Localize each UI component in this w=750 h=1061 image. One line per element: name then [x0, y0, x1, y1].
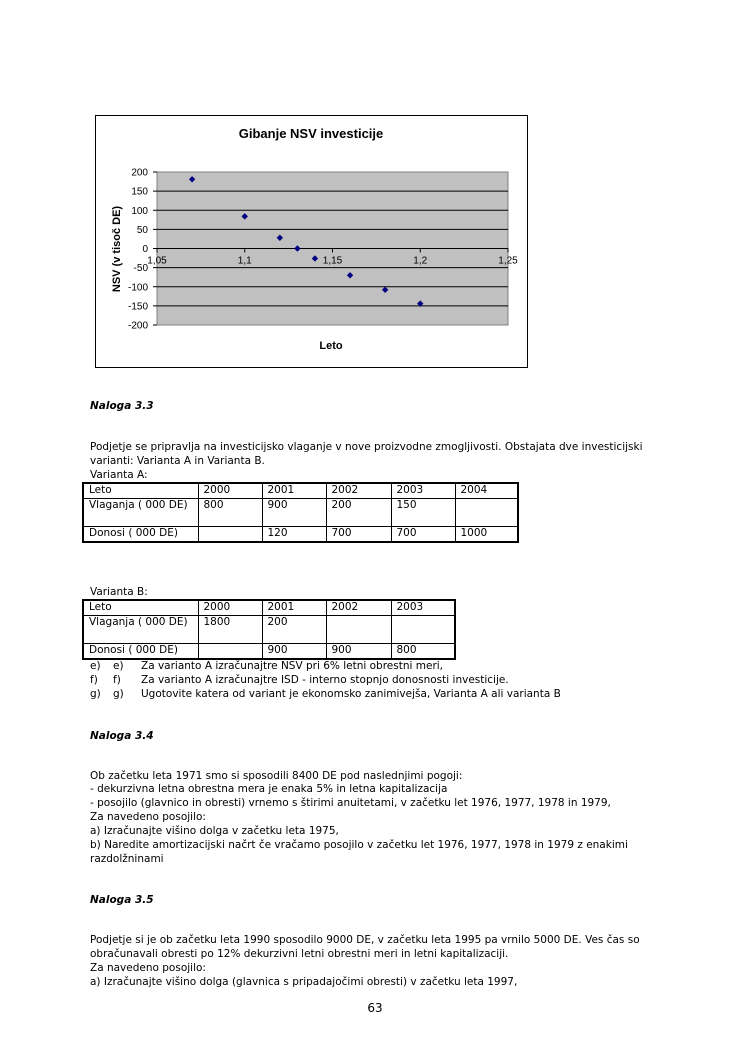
y-tick-label: -50: [133, 263, 148, 275]
table-cell: 700: [326, 527, 391, 543]
x-tick-label: 1,15: [322, 255, 343, 267]
table-cell: Leto: [83, 483, 198, 499]
table-cell: Vlaganja ( 000 DE): [83, 616, 198, 644]
task-marker: e): [113, 660, 124, 672]
naloga-3-4-heading: Naloga 3.4: [90, 730, 154, 742]
table-cell: 1800: [198, 616, 262, 644]
x-tick-label: 1,25: [498, 255, 518, 267]
table-cell: 900: [262, 644, 326, 660]
table-cell: [455, 499, 518, 527]
table-varianta-a: [82, 482, 519, 543]
table-cell: Donosi ( 000 DE): [83, 644, 198, 660]
naloga-3-4-line: - dekurzivna letna obrestna mera je enaka 5% in letna kapitalizacija: [90, 783, 448, 795]
task-marker: e): [90, 660, 101, 672]
naloga-3-5-heading: Naloga 3.5: [90, 894, 154, 906]
varianta-b-label: Varianta B:: [90, 586, 148, 598]
task-marker: g): [90, 688, 101, 700]
y-tick-label: 150: [131, 186, 148, 198]
naloga-3-3-intro-line1: Podjetje se pripravlja na investicijsko vlaganje v nove proizvodne zmogljivosti. Obstajata dve investicijski: [90, 441, 643, 453]
table-cell: 200: [326, 499, 391, 527]
task-text: Za varianto A izračunajtre ISD - interno stopnjo donosnosti investicije.: [141, 674, 509, 686]
y-tick-label: 0: [142, 244, 148, 255]
naloga-3-4-line: a) Izračunajte višino dolga v začetku leta 1975,: [90, 825, 339, 837]
table-cell: 800: [391, 644, 455, 660]
table-cell: 2003: [391, 600, 455, 616]
table-cell: 2000: [198, 483, 262, 499]
task-marker: g): [113, 688, 124, 700]
naloga-3-4-line: razdolžninami: [90, 853, 164, 865]
table-cell: 900: [262, 499, 326, 527]
task-text: Za varianto A izračunajtre NSV pri 6% letni obrestni meri,: [141, 660, 444, 672]
table-cell: 700: [391, 527, 455, 543]
y-tick-label: 200: [131, 167, 148, 179]
table-cell: 2001: [262, 483, 326, 499]
table-cell: 2001: [262, 600, 326, 616]
table-cell: 800: [198, 499, 262, 527]
naloga-3-5-line: Za navedeno posojilo:: [90, 962, 206, 974]
y-tick-label: -200: [127, 320, 148, 332]
varianta-a-label: Varianta A:: [90, 469, 148, 481]
y-tick-label: 50: [136, 224, 148, 236]
task-text: Ugotovite katera od variant je ekonomsko zanimivejša, Varianta A ali varianta B: [141, 688, 561, 700]
page-number: 63: [367, 1001, 383, 1015]
table-row: [83, 644, 455, 660]
table-cell: 150: [391, 499, 455, 527]
task-item: [90, 688, 561, 701]
y-tick-label: 100: [131, 205, 148, 217]
table-cell: Vlaganja ( 000 DE): [83, 499, 198, 527]
table-cell: 200: [262, 616, 326, 644]
x-tick-label: 1,2: [413, 255, 428, 267]
chart-title: Gibanje NSV investicije: [238, 126, 384, 141]
x-axis-label: Leto: [319, 340, 343, 352]
table-cell: 1000: [455, 527, 518, 543]
table-cell: 2004: [455, 483, 518, 499]
y-tick-label: -150: [127, 301, 148, 313]
table-cell: [391, 616, 455, 644]
naloga-3-3-intro-line2: varianti: Varianta A in Varianta B.: [90, 455, 265, 467]
table-row: [83, 527, 518, 543]
task-marker: f): [113, 674, 121, 686]
naloga-3-4-line: Za navedeno posojilo:: [90, 811, 206, 823]
naloga-3-3-heading: Naloga 3.3: [90, 400, 154, 412]
table-cell: 2000: [198, 600, 262, 616]
naloga-3-4-line: b) Naredite amortizacijski načrt če vračamo posojilo v začetku let 1976, 1977, 1978 in 1979 z enakimi: [90, 839, 628, 851]
naloga-3-5-line: Podjetje si je ob začetku leta 1990 sposodilo 9000 DE, v začetku leta 1995 pa vrnilo 5000 DE. Ves čas so: [90, 934, 640, 946]
nsv-chart: [95, 115, 528, 368]
table-cell: 2003: [391, 483, 455, 499]
x-tick-label: 1,05: [147, 255, 167, 267]
table-row: [83, 616, 455, 644]
table-cell: 900: [326, 644, 391, 660]
naloga-3-4-line: - posojilo (glavnico in obresti) vrnemo s štirimi anuitetami, v začetku let 1976, 1977, 1978 in 1979,: [90, 797, 611, 809]
table-cell: [198, 644, 262, 660]
table-row: [83, 499, 518, 527]
y-tick-label: -100: [127, 282, 148, 294]
table-row: [83, 483, 518, 499]
y-axis-label: NSV (v tisoč DE): [111, 205, 123, 293]
naloga-3-4-line: Ob začetku leta 1971 smo si sposodili 8400 DE pod naslednjimi pogoji:: [90, 770, 463, 782]
naloga-3-5-line: a) Izračunajte višino dolga (glavnica s pripadajočimi obresti) v začetku leta 1997,: [90, 976, 518, 988]
table-cell: 120: [262, 527, 326, 543]
naloga-3-5-line: obračunavali obresti po 12% dekurzivni letni obrestni meri in letni kapitalizaciji.: [90, 948, 509, 960]
table-row: [83, 600, 455, 616]
task-item: [90, 674, 509, 687]
task-item: [90, 660, 443, 673]
table-cell: [198, 527, 262, 543]
x-tick-label: 1,1: [237, 255, 252, 267]
table-cell: Donosi ( 000 DE): [83, 527, 198, 543]
table-cell: 2002: [326, 483, 391, 499]
table-cell: 2002: [326, 600, 391, 616]
table-cell: [326, 616, 391, 644]
table-cell: Leto: [83, 600, 198, 616]
task-marker: f): [90, 674, 98, 686]
table-varianta-b: [82, 599, 456, 660]
